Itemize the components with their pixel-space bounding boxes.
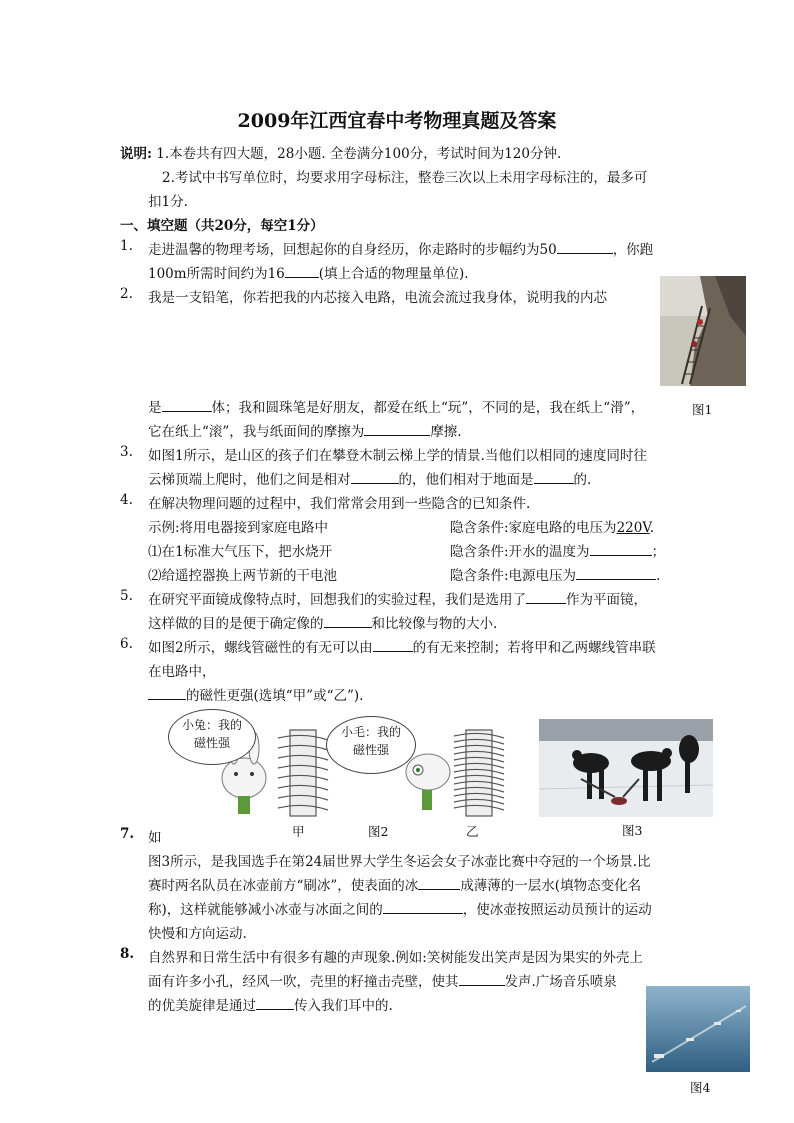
speech-bubble-maomao [326,716,416,774]
q4-item2-left: ⑵给遥控器换上两节新的干电池 [148,568,337,584]
q8-blank-2[interactable] [256,997,294,1010]
q6-text-d: 的磁性更强(选填“甲”或“乙”). [186,688,364,704]
q7-blank-1[interactable] [418,877,460,890]
q6-blank-1[interactable] [373,639,413,652]
q5-line-2 [148,612,497,632]
q6-blank-2[interactable] [148,687,186,700]
figure-2-label-jia: 甲 [292,824,305,839]
q7-line-2: 图3所示，是我国选手在第24届世界大学生冬运会女子冰壶比赛中夺冠的一个场景.比 [148,854,651,870]
q7-line-1: 如 [148,830,162,846]
q4-example-value: 220V [616,520,650,536]
page-title: 2009年江西宜春中考物理真题及答案 [237,110,557,132]
figure-3-caption: 图3 [622,823,643,838]
q1-text-b: ，你跑 [612,242,654,258]
q3-text-d: 的. [573,472,592,488]
q8-blank-1[interactable] [459,973,505,986]
figure-3-photo [539,719,713,817]
q7-text-e: 称)，这样就能够减小冰壶与冰面之间的 [148,902,383,918]
q6-number: 6. [120,636,133,652]
q2-blank-1[interactable] [162,399,212,412]
q7-number: 7. [120,826,135,842]
figure-1-caption: 图1 [692,402,713,417]
q4-example-right [450,516,654,536]
q4-blank-2[interactable] [576,567,656,580]
q3-number: 3. [120,444,133,460]
q5-text-a: 在研究平面镜成像特点时，回想我们的实验过程，我们是选用了 [148,592,526,608]
q2-text-d: 它在纸上“滚”，我与纸面间的摩擦为 [148,424,365,440]
q5-text-d: 和比较像与物的大小. [371,616,498,632]
q8-number: 8. [120,946,135,962]
q7-line-4 [148,898,652,918]
q3-text-b: 云梯顶端上爬时，他们之间是相对 [148,472,351,488]
q4-item2-end: . [656,568,661,584]
q1-line-2 [148,262,469,282]
figure-2-caption: 图2 [368,824,389,839]
q2-text-e: 摩擦. [430,424,462,440]
q2-line-2 [148,396,644,416]
q3-blank-1[interactable] [351,471,399,484]
q4-item2-right [450,564,660,584]
q5-blank-2[interactable] [324,615,372,628]
section-heading: 一、填空题（共20分，每空1分） [120,218,324,234]
q6-line-1 [148,636,656,656]
q6-line-2: 在电路中， [148,664,216,680]
q3-blank-2[interactable] [534,471,574,484]
notes-label: 说明: [120,146,152,162]
speech-bubble-rabbit [168,709,256,765]
q3-text-c: 的，他们相对于地面是 [398,472,534,488]
figure-4-caption: 图4 [690,1080,711,1095]
q2-text-b: 是 [148,400,162,416]
q7-blank-2[interactable] [383,901,463,914]
q6-text-b: 的有无来控制；若将甲和乙两螺线管串联 [412,640,656,656]
q4-number: 4. [120,492,133,508]
q4-example-left: 示例:将用电器接到家庭电路中 [148,520,329,536]
q6-text-a: 如图2所示，螺线管磁性的有无可以由 [148,640,373,656]
notes-line-1 [120,142,561,162]
q7-text-d: 成薄薄的一层水(填物态变化名 [460,878,642,894]
q2-blank-2[interactable] [364,423,430,436]
q4-item1-right [450,540,665,560]
q8-text-c: 发声.广场音乐喷泉 [504,974,617,990]
q4-item2-condition: 隐含条件:电源电压为 [450,568,577,584]
q8-text-d: 的优美旋律是通过 [148,998,256,1014]
q3-line-2 [148,468,591,488]
q4-item1-left: ⑴在1标准大气压下，把水烧开 [148,544,333,560]
q4-item1-end: ； [651,544,666,560]
figure-4-photo [646,986,750,1072]
q2-number: 2. [120,286,133,302]
q4-blank-1[interactable] [590,543,652,556]
q1-text-c: 100m所需时间约为16 [148,266,285,282]
q7-line-3 [148,874,641,894]
q1-line-1 [148,238,653,258]
q8-line-3 [148,994,393,1014]
q8-line-2 [148,970,617,990]
notes-line-3: 扣1分. [148,194,188,210]
q5-number: 5. [120,588,133,604]
q7-line-5: 快慢和方向运动. [148,926,247,942]
q3-line-1: 如图1所示，是山区的孩子们在攀登木制云梯上学的情景.当他们以相同的速度同时往 [148,448,647,464]
q1-blank-2[interactable] [285,265,319,278]
q8-text-e: 传入我们耳中的. [294,998,393,1014]
q4-item1-condition: 隐含条件:开水的温度为 [450,544,590,560]
bubble-maomao-line-1: 小毛：我的 [340,725,401,739]
notes-text-1: 1.本卷共有四大题，28小题. 全卷满分100分，考试时间为120分钟. [156,146,562,162]
q7-text-c: 赛时两名队员在冰壶前方“刷冰”，使表面的冰 [148,878,419,894]
q8-text-b: 面有许多小孔，经风一吹，壳里的籽撞击壳壁，使其 [148,974,459,990]
q5-text-b: 作为平面镜， [566,592,647,608]
figure-2-label-yi: 乙 [466,824,479,839]
q4-line-1: 在解决物理问题的过程中，我们常常会用到一些隐含的已知条件. [148,496,531,512]
q8-line-1: 自然界和日常生活中有很多有趣的声现象.例如:笑树能发出笑声是因为果实的外壳上 [148,950,643,966]
bubble-maomao-line-2: 磁性强 [352,743,389,757]
bubble-rabbit-line-1: 小兔：我的 [181,718,242,732]
q1-text-a: 走进温馨的物理考场，回想起你的自身经历，你走路时的步幅约为50 [148,242,557,258]
q4-example-end: . [649,520,655,536]
notes-line-2: 2.考试中书写单位时，均要求用字母标注，整卷三次以上未用字母标注的，最多可 [162,170,648,186]
q1-text-d: (填上合适的物理量单位). [318,266,469,282]
q2-line-1: 我是一支铅笔，你若把我的内芯接入电路，电流会流过我身体，说明我的内芯 [148,290,607,306]
q1-number: 1. [120,238,133,254]
q6-line-3 [148,684,363,704]
q5-text-c: 这样做的目的是便于确定像的 [148,616,324,632]
q7-text-f: ，使冰壶按照运动员预计的运动 [462,902,652,918]
bubble-rabbit-line-2: 磁性强 [193,736,230,750]
q5-line-1 [148,588,647,608]
figure-1-photo [660,276,746,386]
q5-blank-1[interactable] [526,591,566,604]
q2-line-3 [148,420,462,440]
q1-blank-1[interactable] [557,241,613,254]
q2-text-c: 体；我和圆珠笔是好朋友，都爱在纸上“玩”，不同的是，我在纸上“滑”， [211,400,645,416]
q4-example-condition: 隐含条件:家庭电路的电压为 [450,520,617,536]
